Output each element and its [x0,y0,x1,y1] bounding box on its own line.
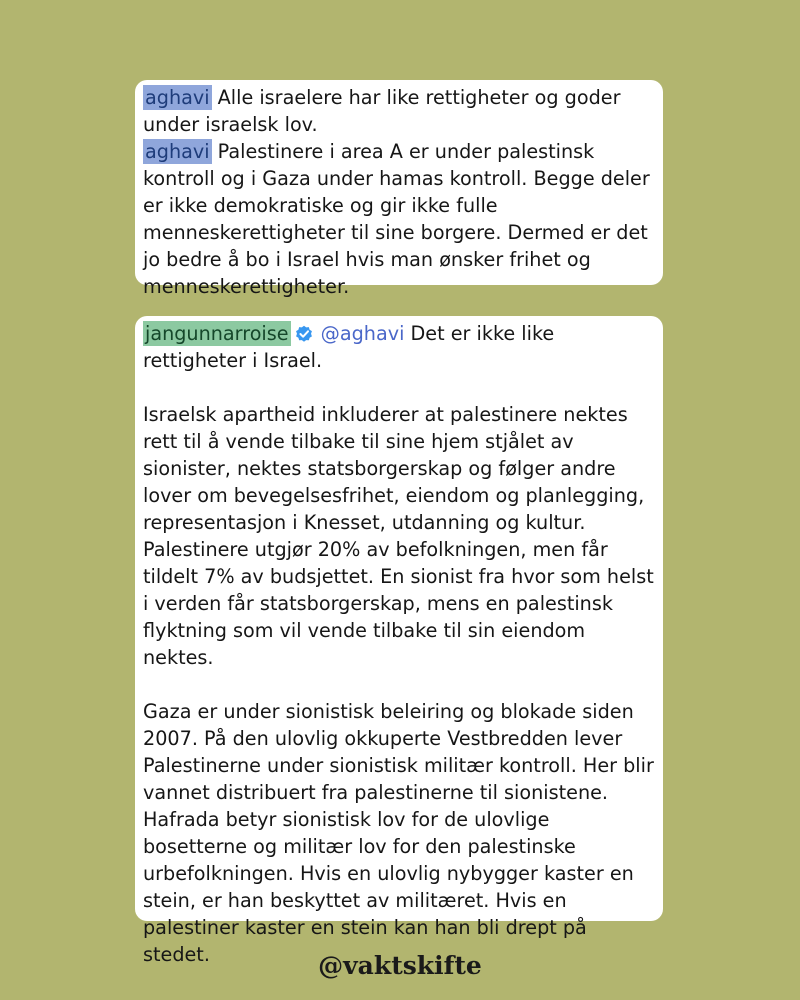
username-highlight[interactable]: aghavi [145,86,210,109]
comment-card-1 [135,80,663,298]
comment-text: Palestinere i area A er under palestinsk kontroll og i Gaza under hamas kontroll. Begge deler er ikke demokratiske og gir ikke fulle menneskerettigheter til sine borgere. Dermed er det jo bedre å bo i Israel hvis man ønsker frihet og menneskerettigheter. [143,140,650,298]
username-highlight[interactable]: jangunnarroise [145,322,289,345]
comment-text: Alle israelere har like rettigheter og goder under israelsk lov. [143,86,621,136]
reply-paragraph-2: Gaza er under sionistisk beleiring og blokade siden 2007. På den ulovlig okkuperte Vestbredden lever Palestinerne under sionistisk militær kontroll. Her blir vannet distribuert fra palestinerne til sionistene. Hafrada betyr sionistisk lov for de ulovlige bosetterne og militær lov for den palestinske urbefolkningen. Hvis en ulovlig nybygger kaster en stein, er han beskyttet av militæret. Hvis en palestiner kaster en stein kan han bli drept på stedet. [143,700,654,966]
account-signature: @vaktskifte [318,951,482,980]
comment-line-1 [143,84,655,138]
reply-header-line [143,320,655,374]
mention-link[interactable]: @aghavi [320,322,405,345]
reply-paragraph-1: Israelsk apartheid inkluderer at palestinere nektes rett til å vende tilbake til sine hjem stjålet av sionister, nektes statsborgerskap og følger andre lover om bevegelsesfrihet, eiendom og planlegging, representasjon i Knesset, utdanning og kultur. Palestinere utgjør 20% av befolkningen, men får tildelt 7% av budsjettet. En sionist fra hvor som helst i verden får statsborgerskap, mens en palestinsk flyktning som vil vende tilbake til sin eiendom nektes. [143,403,654,669]
username-highlight[interactable]: aghavi [145,140,210,163]
paragraph-spacer [143,374,655,401]
verified-badge-icon [295,325,313,343]
reply-intro-text: Det er ikke like rettigheter i Israel. [143,322,555,372]
comment-line-2 [143,138,655,300]
paragraph-spacer [143,671,655,698]
